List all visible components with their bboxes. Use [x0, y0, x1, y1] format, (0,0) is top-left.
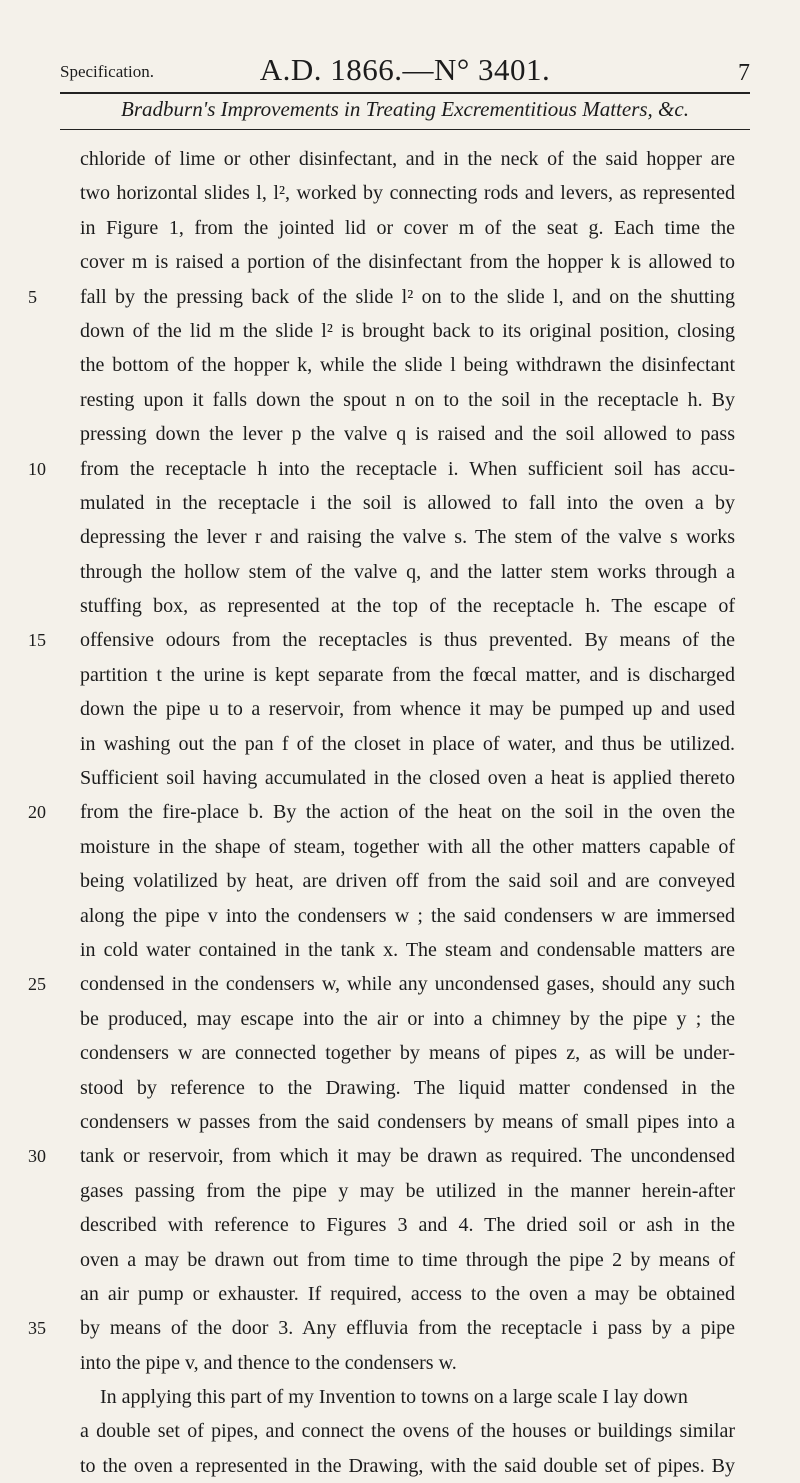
line-text: stood by reference to the Drawing. The liquid matter condensed in the: [80, 1076, 735, 1099]
line-text: offensive odours from the receptacles is thus prevented. By means of the: [80, 629, 735, 652]
text-line: [28, 280, 735, 314]
line-text: moisture in the shape of steam, together with all the other matters capable of: [80, 835, 735, 858]
text-line: [28, 452, 735, 486]
text-line: [80, 1449, 735, 1483]
text-line: [80, 761, 735, 795]
line-text: being volatilized by heat, are driven off from the said soil and are conveyed: [80, 870, 735, 893]
line-text: to the oven a represented in the Drawing, with the said double set of pipes. By: [80, 1454, 735, 1477]
text-line: [80, 1105, 735, 1139]
text-line: [80, 1243, 735, 1277]
line-text: in cold water contained in the tank x. The steam and condensable matters are: [80, 938, 735, 961]
text-line: [80, 383, 735, 417]
specification-label: Specification.: [60, 62, 154, 81]
line-number: 35: [28, 1318, 46, 1339]
line-text: a double set of pipes, and connect the ovens of the houses or buildings similar: [80, 1420, 735, 1443]
text-line: [28, 1139, 735, 1173]
text-line: [80, 830, 735, 864]
line-text: oven a may be drawn out from time to time through the pipe 2 by means of: [80, 1248, 735, 1271]
text-line: [80, 658, 735, 692]
line-text: gases passing from the pipe y may be utilized in the manner herein-after: [80, 1179, 735, 1202]
line-text: down of the lid m the slide l² is brought back to its original position, closing: [80, 319, 735, 342]
line-text: condensers w are connected together by means of pipes z, as will be under-: [80, 1042, 735, 1065]
line-text: two horizontal slides l, l², worked by connecting rods and levers, as represented: [80, 182, 735, 205]
line-text: be produced, may escape into the air or into a chimney by the pipe y ; the: [80, 1007, 735, 1030]
line-number: 5: [28, 286, 37, 307]
document-body: [28, 142, 735, 1483]
running-title: Bradburn's Improvements in Treating Excrementitious Matters, &c.: [121, 97, 689, 121]
page-title: A.D. 1866.—N° 3401.: [259, 52, 551, 87]
line-text: in Figure 1, from the jointed lid or cover m of the seat g. Each time the: [80, 216, 735, 239]
text-line: [80, 727, 735, 761]
text-line: [80, 589, 735, 623]
line-text: in washing out the pan f of the closet in place of water, and thus be utilized.: [80, 732, 735, 755]
text-line: [80, 692, 735, 726]
text-line: [28, 1311, 735, 1345]
line-text: along the pipe v into the condensers w ; the said condensers w are immersed: [80, 904, 735, 927]
line-text: tank or reservoir, from which it may be drawn as required. The uncondensed: [80, 1145, 735, 1168]
text-line: [80, 1380, 735, 1414]
line-text: into the pipe v, and thence to the condensers w.: [80, 1351, 457, 1374]
text-line: [28, 623, 735, 657]
text-line: [80, 486, 735, 520]
text-line: [80, 933, 735, 967]
text-line: [80, 1208, 735, 1242]
line-text: by means of the door 3. Any effluvia from the receptacle i pass by a pipe: [80, 1317, 735, 1340]
line-number: 10: [28, 458, 46, 479]
page-header: [60, 52, 750, 92]
text-line: [80, 864, 735, 898]
line-text: the bottom of the hopper k, while the slide l being withdrawn the disinfectant: [80, 354, 735, 377]
line-text: cover m is raised a portion of the disinfectant from the hopper k is allowed to: [80, 251, 735, 274]
text-line: [80, 142, 735, 176]
text-line: [80, 555, 735, 589]
text-line: [80, 245, 735, 279]
text-line: [80, 417, 735, 451]
line-text: from the fire-place b. By the action of the heat on the soil in the oven the: [80, 801, 735, 824]
line-text: through the hollow stem of the valve q, and the latter stem works through a: [80, 560, 735, 583]
text-line: [80, 314, 735, 348]
line-text: down the pipe u to a reservoir, from whence it may be pumped up and used: [80, 698, 735, 721]
text-line: [80, 176, 735, 210]
line-number: 25: [28, 974, 46, 995]
line-text: fall by the pressing back of the slide l² on to the slide l, and on the shutting: [80, 285, 735, 308]
text-line: [80, 1277, 735, 1311]
line-text: Sufficient soil having accumulated in the closed oven a heat is applied thereto: [80, 767, 735, 790]
header-rule: [60, 92, 750, 94]
line-number: 15: [28, 630, 46, 651]
line-text: chloride of lime or other disinfectant, and in the neck of the said hopper are: [80, 148, 735, 170]
line-text: an air pump or exhauster. If required, access to the oven a may be obtained: [80, 1282, 735, 1305]
line-text: pressing down the lever p the valve q is raised and the soil allowed to pass: [80, 423, 735, 446]
text-line: [28, 795, 735, 829]
line-text: In applying this part of my Invention to towns on a large scale I lay down: [100, 1386, 688, 1409]
text-line: [80, 348, 735, 382]
subtitle-rule: [60, 129, 750, 130]
text-line: [80, 899, 735, 933]
line-text: mulated in the receptacle i the soil is allowed to fall into the oven a by: [80, 491, 735, 514]
line-text: condensers w passes from the said condensers by means of small pipes into a: [80, 1110, 735, 1133]
text-line: [80, 1036, 735, 1070]
page-number: 7: [738, 60, 750, 86]
line-text: partition t the urine is kept separate from the fœcal matter, and is discharged: [80, 663, 735, 686]
text-line: [80, 1414, 735, 1448]
line-text: resting upon it falls down the spout n on to the soil in the receptacle h. By: [80, 388, 735, 411]
line-text: stuffing box, as represented at the top of the receptacle h. The escape of: [80, 595, 735, 618]
line-text: described with reference to Figures 3 and 4. The dried soil or ash in the: [80, 1214, 735, 1237]
text-line: [80, 1002, 735, 1036]
text-line: [28, 967, 735, 1001]
line-text: condensed in the condensers w, while any uncondensed gases, should any such: [80, 973, 735, 996]
text-line: [80, 211, 735, 245]
line-text: from the receptacle h into the receptacle i. When sufficient soil has accu-: [80, 457, 735, 480]
line-text: depressing the lever r and raising the valve s. The stem of the valve s works: [80, 526, 735, 549]
text-line: [80, 1346, 735, 1380]
line-number: 30: [28, 1146, 46, 1167]
text-line: [80, 520, 735, 554]
line-number: 20: [28, 802, 46, 823]
text-line: [80, 1071, 735, 1105]
text-line: [80, 1174, 735, 1208]
